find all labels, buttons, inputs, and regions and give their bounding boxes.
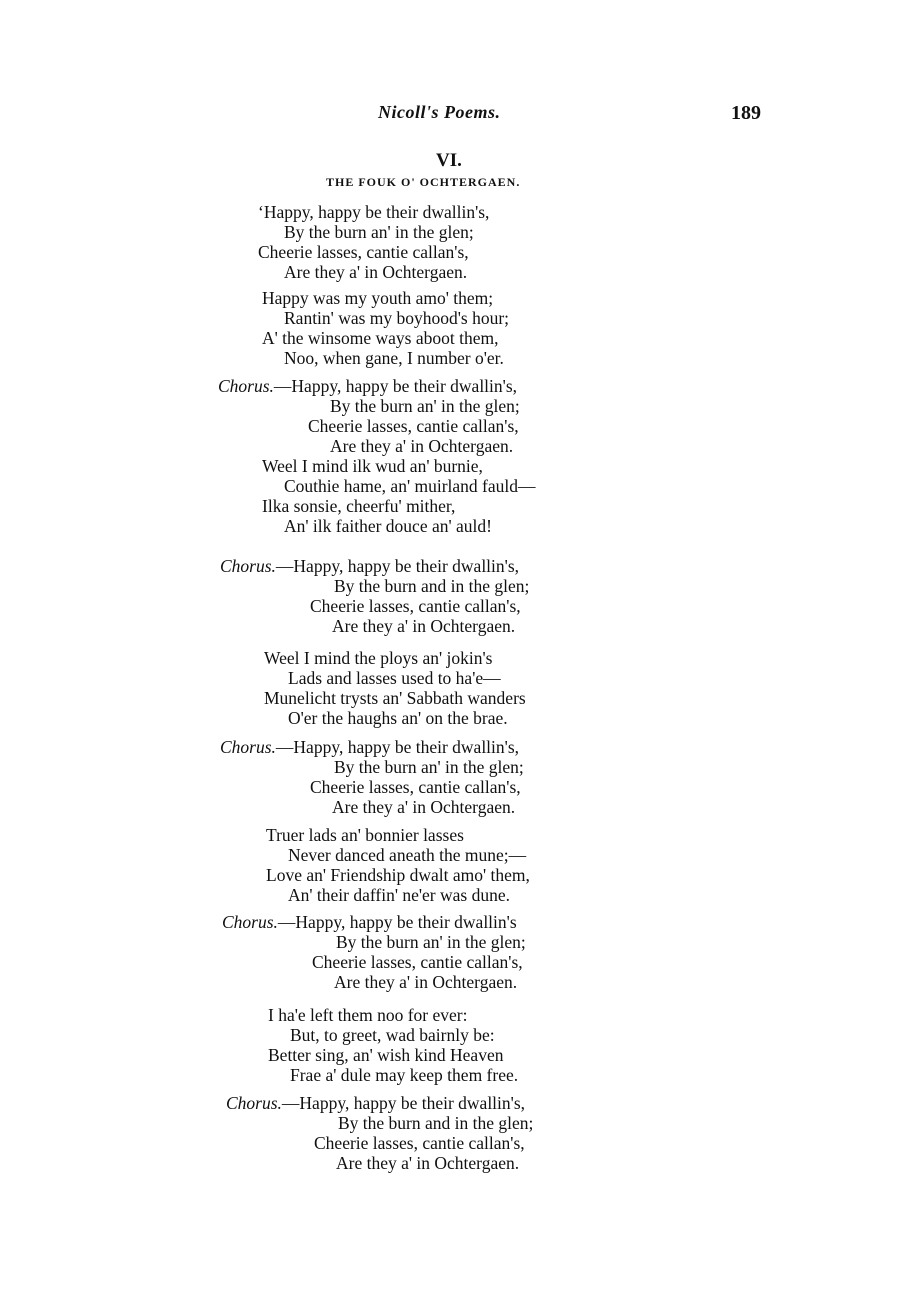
chorus-stanza [0, 376, 520, 456]
chorus-label: Chorus. [222, 912, 278, 932]
page-number: 189 [731, 102, 761, 124]
poem-line: Cheerie lasses, cantie callan's, [314, 1133, 525, 1153]
verse-stanza [0, 456, 536, 536]
poem-line: But, to greet, wad bairnly be: [290, 1025, 495, 1045]
poem-line: By the burn an' in the glen; [336, 932, 526, 952]
poem-line: By the burn and in the glen; [338, 1113, 534, 1133]
chorus-label: Chorus. [218, 376, 274, 396]
line-text: —Happy, happy be their dwallin's, [273, 376, 517, 396]
poem-line: Love an' Friendship dwalt amo' them, [266, 865, 530, 885]
poem-line: Are they a' in Ochtergaen. [336, 1153, 520, 1173]
poem-line: Cheerie lasses, cantie callan's, [310, 596, 521, 616]
poem-line: Are they a' in Ochtergaen. [332, 797, 516, 817]
poem-line [0, 737, 524, 757]
chorus-stanza [0, 737, 524, 817]
poem-line: Cheerie lasses, cantie callan's, [312, 952, 523, 972]
poem-line [0, 376, 520, 396]
poem-line: Cheerie lasses, cantie callan's, [258, 242, 469, 262]
poem-line: An' ilk faither douce an' auld! [284, 516, 492, 536]
line-text: —Happy, happy be their dwallin's, [275, 556, 519, 576]
poem-line: By the burn an' in the glen; [284, 222, 474, 242]
chorus-label: Chorus. [226, 1093, 282, 1113]
poem-line: I ha'e left them noo for ever: [268, 1005, 468, 1025]
verse-stanza [0, 202, 489, 282]
poem-line: Munelicht trysts an' Sabbath wanders [264, 688, 526, 708]
chorus-label: Chorus. [220, 556, 276, 576]
chorus-stanza [0, 556, 529, 636]
poem-line [0, 1093, 533, 1113]
verse-stanza [0, 825, 530, 905]
poem-line: By the burn an' in the glen; [334, 757, 524, 777]
poem-line: Cheerie lasses, cantie callan's, [310, 777, 521, 797]
poem-line: Better sing, an' wish kind Heaven [268, 1045, 504, 1065]
poem-number: VI. [436, 150, 462, 171]
poem-line: By the burn an' in the glen; [330, 396, 520, 416]
verse-stanza [0, 1005, 518, 1085]
chorus-label: Chorus. [220, 737, 276, 757]
verse-stanza [0, 648, 526, 728]
poem-line: Are they a' in Ochtergaen. [334, 972, 518, 992]
running-title: Nicoll's Poems. [378, 102, 501, 122]
poem-line: Cheerie lasses, cantie callan's, [308, 416, 519, 436]
poem-line: A' the winsome ways aboot them, [262, 328, 499, 348]
poem-line: Never danced aneath the mune;— [288, 845, 527, 865]
poem-line: O'er the haughs an' on the brae. [288, 708, 508, 728]
poem-title: THE FOUK O' OCHTERGAEN. [326, 175, 521, 189]
line-text: —Happy, happy be their dwallin's [277, 912, 517, 932]
poem-line: Happy was my youth amo' them; [262, 288, 494, 308]
poem-line: Weel I mind the ploys an' jokin's [264, 648, 493, 668]
poem-line: ‘Happy, happy be their dwallin's, [258, 202, 490, 222]
poem-line: Ilka sonsie, cheerfu' mither, [262, 496, 456, 516]
chorus-stanza [0, 912, 526, 992]
poem-line [0, 556, 529, 576]
poem-line [0, 912, 526, 932]
line-text: —Happy, happy be their dwallin's, [275, 737, 519, 757]
poem-line: Are they a' in Ochtergaen. [330, 436, 514, 456]
poem-line: Frae a' dule may keep them free. [290, 1065, 519, 1085]
poem-line: Lads and lasses used to ha'e— [288, 668, 501, 688]
poem-line: Are they a' in Ochtergaen. [332, 616, 516, 636]
poem-line: Are they a' in Ochtergaen. [284, 262, 468, 282]
poem-line: An' their daffin' ne'er was dune. [288, 885, 510, 905]
poem-line: Truer lads an' bonnier lasses [266, 825, 464, 845]
poem-line: Couthie hame, an' muirland fauld— [284, 476, 536, 496]
poem-line: Noo, when gane, I number o'er. [284, 348, 504, 368]
chorus-stanza [0, 1093, 533, 1173]
poem-line: By the burn and in the glen; [334, 576, 530, 596]
verse-stanza [0, 288, 509, 368]
line-text: —Happy, happy be their dwallin's, [281, 1093, 525, 1113]
poem-line: Rantin' was my boyhood's hour; [284, 308, 510, 328]
poem-line: Weel I mind ilk wud an' burnie, [262, 456, 483, 476]
